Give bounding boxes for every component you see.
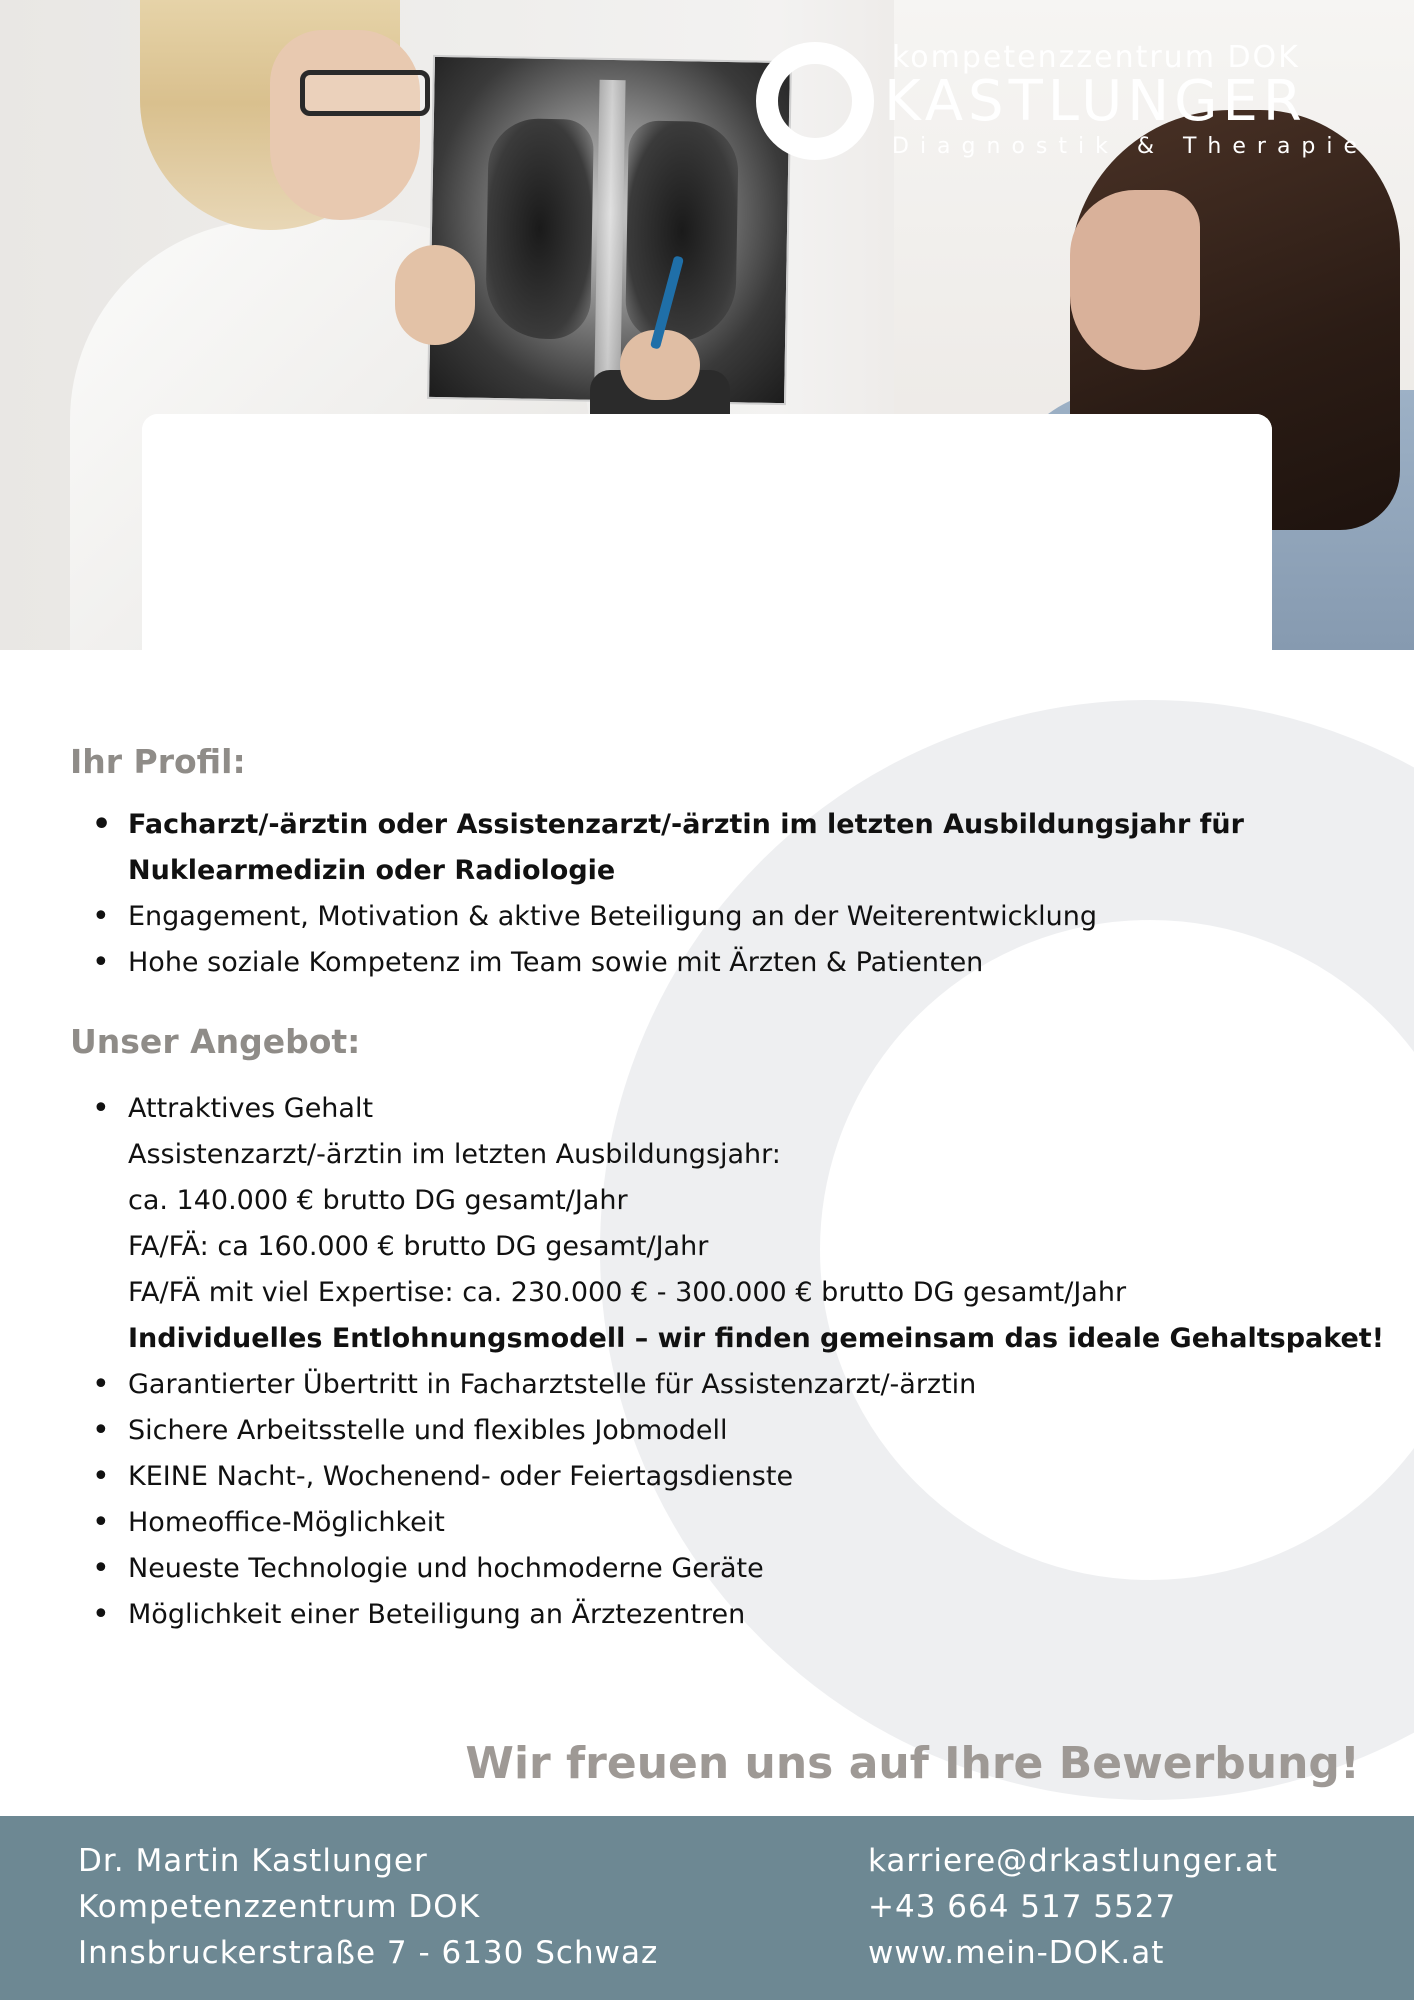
salary-line: FA/FÄ mit viel Expertise: ca. 230.000 € - 300.000 € brutto DG gesamt/Jahr bbox=[128, 1277, 1127, 1308]
footer-name: Dr. Martin Kastlunger bbox=[78, 1843, 428, 1879]
footer-company: Kompetenzzentrum DOK bbox=[78, 1889, 481, 1925]
angebot-list bbox=[92, 1086, 1384, 1638]
doctor-face bbox=[270, 30, 420, 220]
profil-item-text: Facharzt/-ärztin oder Assistenzarzt/-ärztin im letzten Ausbildungsjahr für bbox=[128, 809, 1244, 840]
footer-address: Innsbruckerstraße 7 - 6130 Schwaz bbox=[78, 1935, 659, 1971]
logo-line-kompetenzzentrum: kompetenzzentrum DOK bbox=[892, 40, 1300, 75]
salary-line: Assistenzarzt/-ärztin im letzten Ausbildungsjahr: bbox=[128, 1139, 781, 1170]
list-item: • Garantierter Übertritt in Facharztstelle für Assistenzarzt/-ärztin bbox=[92, 1362, 1384, 1408]
list-item bbox=[92, 802, 1244, 894]
xray-lung-left bbox=[485, 118, 594, 340]
list-item: • Möglichkeit einer Beteiligung an Ärztezentren bbox=[92, 1592, 1384, 1638]
closing-text: Wir freuen uns auf Ihre Bewerbung! bbox=[465, 1738, 1360, 1789]
salary-line: ca. 140.000 € brutto DG gesamt/Jahr bbox=[128, 1185, 628, 1216]
footer-email-link[interactable]: karriere@drkastlunger.at bbox=[868, 1843, 1278, 1879]
list-item: • Homeoffice-Möglichkeit bbox=[92, 1500, 1384, 1546]
list-item: • Sichere Arbeitsstelle und flexibles Jobmodell bbox=[92, 1408, 1384, 1454]
xray-spine bbox=[594, 80, 625, 380]
card-job-title-line1: FACHARZT I FACHÄRZTIN bbox=[178, 552, 774, 600]
footer-phone-link[interactable]: +43 664 517 5527 bbox=[868, 1889, 1177, 1925]
footer-website-link[interactable]: www.mein-DOK.at bbox=[868, 1935, 1165, 1971]
glasses-icon bbox=[300, 70, 430, 116]
list-item bbox=[92, 1086, 1384, 1362]
profil-heading: Ihr Profil: bbox=[70, 742, 246, 781]
card-job-title-line2: FÜR NUKLEARMEDIZIN ODER RADIOLOGIE bbox=[178, 618, 1175, 666]
footer-contact-details bbox=[868, 1838, 1278, 1976]
card-intro: Wir suchen Verstärkung in bbox=[180, 448, 703, 489]
logo-line-kastlunger: KASTLUNGER bbox=[884, 69, 1307, 134]
salary-title: Attraktives Gehalt bbox=[128, 1093, 374, 1124]
profil-item-text-cont: Nuklearmedizin oder Radiologie bbox=[128, 855, 616, 886]
logo-line-diagnostik: Diagnostik & Therapie bbox=[892, 134, 1369, 159]
xray-lung-right bbox=[625, 120, 739, 342]
list-item: • Engagement, Motivation & aktive Beteiligung an der Weiterentwicklung bbox=[92, 894, 1244, 940]
company-logo bbox=[752, 38, 1392, 178]
logo-ring-icon bbox=[752, 38, 878, 164]
footer-contact-address bbox=[78, 1838, 658, 1976]
list-item: • KEINE Nacht-, Wochenend- oder Feiertagsdienste bbox=[92, 1454, 1384, 1500]
colleague-face bbox=[1070, 190, 1200, 370]
footer bbox=[0, 1816, 1414, 2000]
profil-list bbox=[92, 802, 1244, 986]
salary-bold-note: Individuelles Entlohnungsmodell – wir finden gemeinsam das ideale Gehaltspaket! bbox=[128, 1323, 1385, 1354]
list-item: • Hohe soziale Kompetenz im Team sowie mit Ärzten & Patienten bbox=[92, 940, 1244, 986]
salary-line: FA/FÄ: ca 160.000 € brutto DG gesamt/Jahr bbox=[128, 1231, 709, 1262]
card-employment-type: Vollzeit/Teilzeit bbox=[886, 446, 1219, 486]
doctor-hand bbox=[395, 245, 475, 345]
angebot-heading: Unser Angebot: bbox=[70, 1022, 361, 1061]
xray-image bbox=[427, 55, 792, 405]
list-item: • Neueste Technologie und hochmoderne Geräte bbox=[92, 1546, 1384, 1592]
card-locations: Schwaz / Hall in Tirol / Wörgl bbox=[180, 492, 805, 532]
